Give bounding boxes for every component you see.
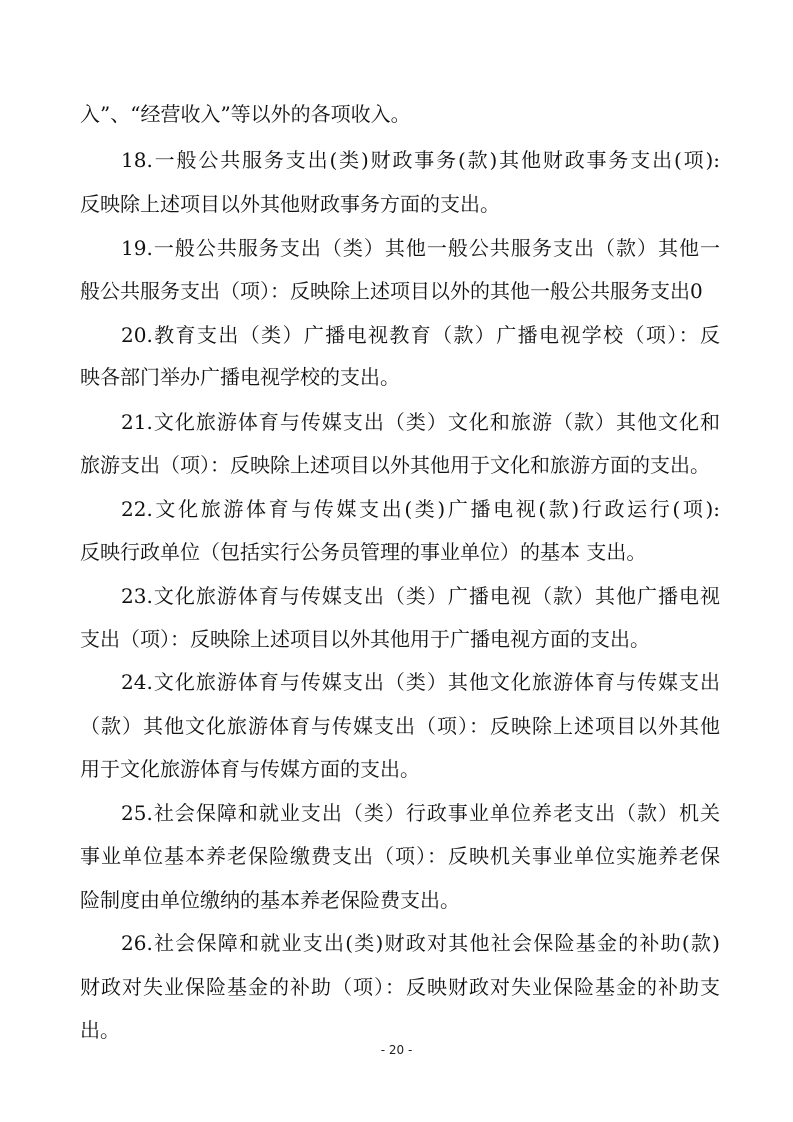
paragraph-line: （款）其他文化旅游体育与传媒支出（项）：反映除上述项目以外其他 xyxy=(80,714,720,738)
paragraph-line: 20.教育支出（类）广播电视教育（款）广播电视学校（项）：反 xyxy=(121,323,720,347)
page-number: - 20 - xyxy=(380,1043,413,1057)
paragraph-line: 19.一般公共服务支出（类）其他一般公共服务支出（款）其他一 xyxy=(121,236,720,260)
paragraph-line: 23.文化旅游体育与传媒支出（类）广播电视（款）其他广播电视 xyxy=(121,584,720,608)
paragraph-line: 反映除上述项目以外其他财政事务方面的支出。 xyxy=(80,192,500,216)
paragraph-line: 18.一般公共服务支出(类)财政事务(款)其他财政事务支出(项): xyxy=(121,148,720,172)
paragraph-line: 24.文化旅游体育与传媒支出（类）其他文化旅游体育与传媒支出 xyxy=(121,670,720,694)
paragraph-line: 用于文化旅游体育与传媒方面的支出。 xyxy=(80,757,420,781)
paragraph-line: 21.文化旅游体育与传媒支出（类）文化和旅游（款）其他文化和 xyxy=(121,410,720,434)
paragraph-line: 事业单位基本养老保险缴费支出（项）：反映机关事业单位实施养老保 xyxy=(80,844,720,868)
paragraph-line: 财政对失业保险基金的补助（项）：反映财政对失业保险基金的补助支 xyxy=(80,975,720,999)
paragraph-line: 旅游支出（项）：反映除上述项目以外其他用于文化和旅游方面的支出。 xyxy=(80,453,710,477)
paragraph-line: 支出（项）：反映除上述项目以外其他用于广播电视方面的支出。 xyxy=(80,627,650,651)
paragraph-line: 反映行政单位（包括实行公务员管理的事业单位）的基本 支出。 xyxy=(80,540,647,564)
paragraph-line: 险制度由单位缴纳的基本养老保险费支出。 xyxy=(80,888,460,912)
paragraph-line: 出。 xyxy=(80,1018,120,1042)
paragraph-line: 入”、“经营收入”等以外的各项收入。 xyxy=(80,102,411,126)
paragraph-line: 25.社会保障和就业支出（类）行政事业单位养老支出（款）机关 xyxy=(121,801,720,825)
paragraph-line: 22.文化旅游体育与传媒支出(类)广播电视(款)行政运行(项): xyxy=(121,497,720,521)
paragraph-line: 26.社会保障和就业支出(类)财政对其他社会保险基金的补助(款) xyxy=(121,931,720,955)
paragraph-line: 般公共服务支出（项）：反映除上述项目以外的其他一般公共服务支出0 xyxy=(80,279,703,303)
paragraph-line: 映各部门举办广播电视学校的支出。 xyxy=(80,365,400,389)
